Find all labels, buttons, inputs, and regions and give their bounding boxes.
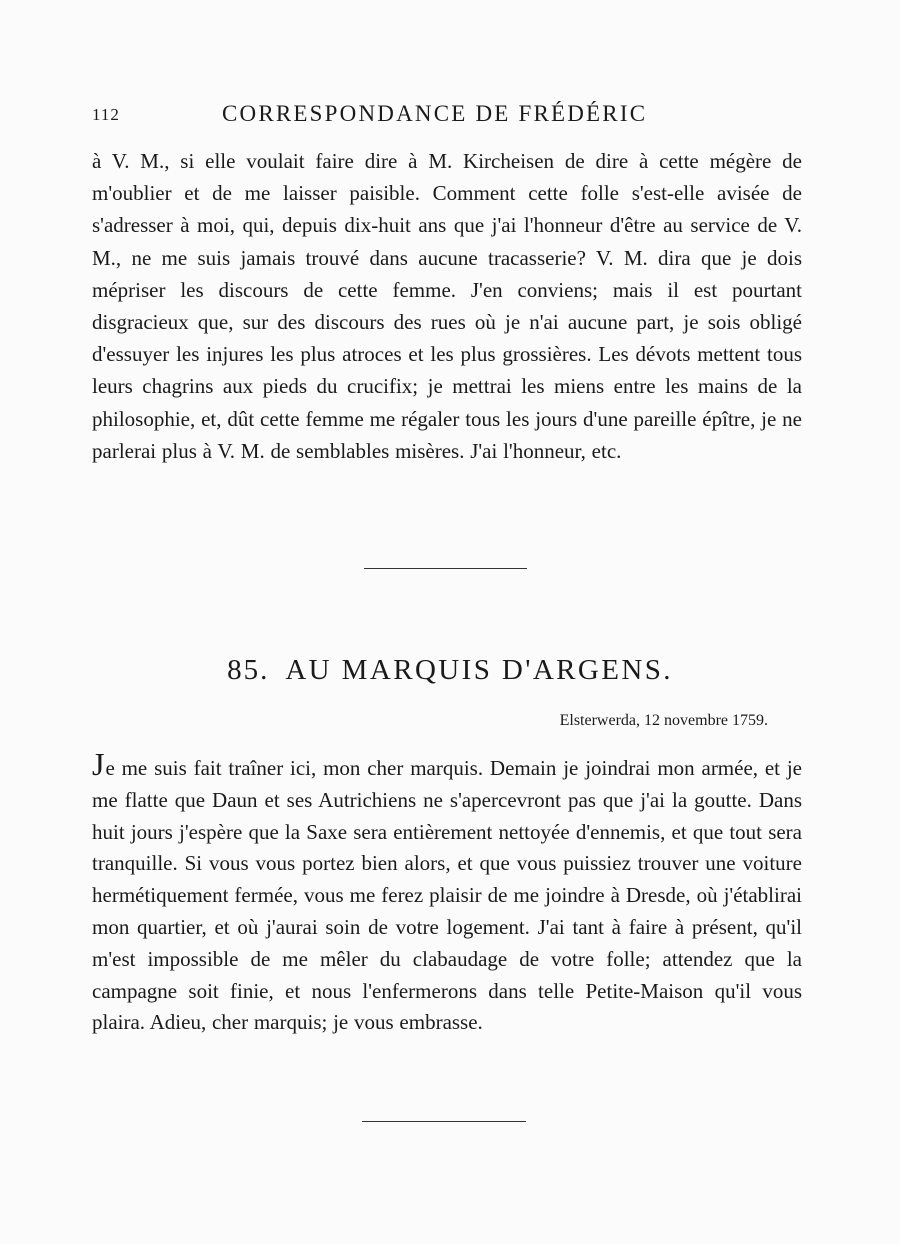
letter-dateline: Elsterwerda, 12 novembre 1759. [559,712,768,729]
letter-title: AU MARQUIS D'ARGENS. [285,654,673,686]
letter-body-text: e me suis fait traîner ici, mon cher marquis. Demain je joindrai mon armée, et je me flatte que Daun et ses Autrichiens ne s'apercevront pas que j'ai la goutte. Dans huit jours j'espère que la Saxe sera entièrement nettoyée d'ennemis, et que tout sera tranquille. Si vous vous portez bien alors, et que vous puissiez trouver une voiture hermétiquement fermée, vous me ferez plaisir de me joindre à Dresde, où j'établirai mon quartier, et où j'aurai soin de votre logement. J'ai tant à faire à présent, qu'il m'est impossible de me mêler du clabaudage de votre folle; attendez que la campagne soit finie, et nous l'enfermerons dans telle Petite-Maison qu'il vous plaira. Adieu, cher marquis; je vous embrasse. [92,756,802,1035]
section-divider [364,568,527,569]
running-head [92,101,708,131]
page-number: 112 [92,105,120,124]
letter-number: 85. [227,654,270,686]
letter-body [92,746,802,1039]
previous-letter-text: à V. M., si elle voulait faire dire à M. Kircheisen de dire à cette mégère de m'oublier et de me laisser paisible. Comment cette folle s'est-elle avisée de s'adresser à moi, qui, depuis dix-huit ans que j'ai l'honneur d'être au service de V. M., ne me suis jamais trouvé dans aucune tracasserie? V. M. dira que je dois mépriser les discours de cette femme. J'en conviens; mais il est pourtant disgracieux que, sur des discours des rues où je n'ai aucune part, je sois obligé d'essuyer les injures les plus atroces et les plus grossières. Les dévots mettent tous leurs chagrins aux pieds du crucifix; je mettrai les miens entre les mains de la philosophie, et, dût cette femme me régaler tous les jours d'une pareille épître, je ne parlerai plus à V. M. de semblables misères. J'ai l'honneur, etc. [92,149,802,463]
drop-initial: J [92,746,106,782]
end-divider [362,1121,526,1122]
running-title: CORRESPONDANCE DE FRÉDÉRIC [222,101,648,126]
letter-heading [0,654,900,687]
